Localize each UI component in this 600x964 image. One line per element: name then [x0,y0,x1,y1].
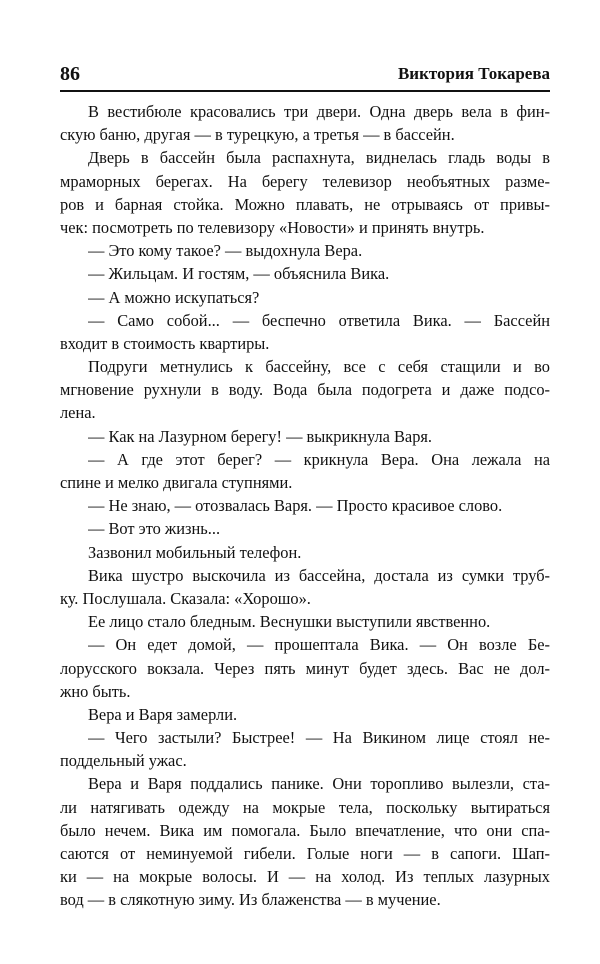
text-line: лена. [60,403,96,423]
text-line: — А можно искупаться? [88,287,260,307]
text-line: саются от неминуемой гибели. Голые ноги — в сапоги. Шап- [60,844,550,863]
text-line: вод — в слякотную зиму. Из блаженства — в мучение. [60,890,441,910]
text-line: Вика шустро выскочила из бассейна, достала из сумки труб- [88,565,550,585]
text-line: чек: посмотреть по телевизору «Новости» и принять внутрь. [60,217,485,237]
text-line: Вера и Варя поддались панике. Они торопливо вылезли, ста- [88,774,550,794]
text-line: — Жильцам. И гостям, — объяснила Вика. [88,264,390,284]
text-line: Подруги метнулись к бассейну, все с себя стащили и во [88,357,550,377]
text-line: — А где этот берег? — крикнула Вера. Она лежала на [88,449,550,469]
text-line: Зазвонил мобильный телефон. [88,542,302,562]
text-line: — Само собой... — беспечно ответила Вика. — Бассейн [88,310,550,330]
text-line: мгновение рухнули в воду. Вода была подогрета и даже подсо- [60,380,550,400]
body-text [60,100,550,912]
text-line: лорусского вокзала. Через пять минут будет здесь. Вас не дол- [60,658,550,678]
page-number: 86 [60,63,80,85]
text-line: жно быть. [60,681,131,701]
text-line: ров и барная стойка. Можно плавать, не отрываясь от привы- [60,194,550,214]
text-line: — Вот это жизнь... [88,519,221,539]
text-line: Вера и Варя замерли. [88,704,238,724]
text-line: спине и мелко двигала ступнями. [60,473,293,492]
text-line: ли натягивать одежду на мокрые тела, поскольку вытираться [60,797,550,817]
text-line: мраморных берегах. На берегу телевизор необъятных разме- [60,171,550,191]
text-line: ку. Послушала. Сказала: «Хорошо». [60,588,311,608]
header-rule [60,90,550,92]
text-line: — Он едет домой, — прошептала Вика. — Он возле Бе- [88,635,550,655]
text-line: входит в стоимость квартиры. [60,333,270,353]
text-line: поддельный ужас. [60,751,187,771]
text-line: скую баню, другая — в турецкую, а третья — в бассейн. [60,125,455,145]
text-line: — Не знаю, — отозвалась Варя. — Просто красивое слово. [88,496,503,516]
running-title: Виктория Токарева [397,64,550,83]
text-line: Дверь в бассейн была распахнута, виднелась гладь воды в [88,148,550,168]
text-line: было нечем. Вика им помогала. Было впечатление, что они спа- [60,820,550,840]
text-line: — Это кому такое? — выдохнула Вера. [88,241,363,261]
text-line: ки — на мокрые волосы. И — на холод. Из теплых лазурных [60,867,550,887]
text-line: — Чего застыли? Быстрее! — На Викином лице стоял не- [88,728,550,748]
text-line: В вестибюле красовались три двери. Одна дверь вела в фин- [88,102,550,121]
text-line: Ее лицо стало бледным. Веснушки выступили явственно. [88,612,491,632]
page-header [60,62,550,88]
text-line: — Как на Лазурном берегу! — выкрикнула Варя. [88,426,433,446]
